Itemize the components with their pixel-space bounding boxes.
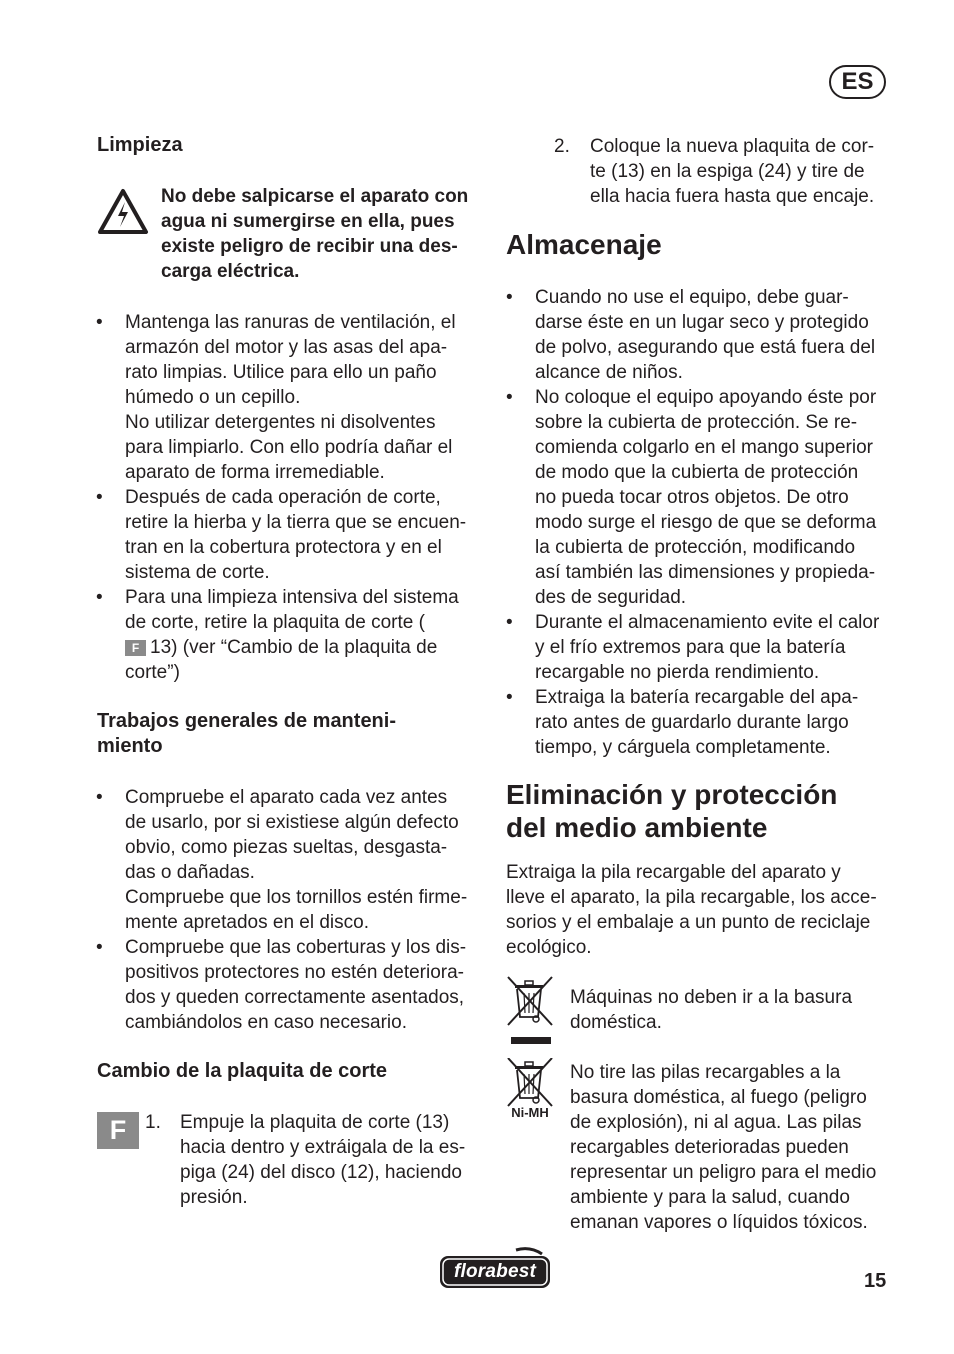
text-line: tiempo, y cárguela completamente. bbox=[535, 737, 831, 758]
text-line: ecológico. bbox=[506, 937, 592, 958]
text-line: Coloque la nueva plaquita de cor- bbox=[590, 136, 875, 157]
step-2-text bbox=[590, 134, 900, 209]
text-line: Compruebe que los tornillos estén firme- bbox=[125, 887, 468, 908]
limpieza-bullet-3 bbox=[125, 585, 495, 685]
warning-line: agua ni sumergirse en ella, pues bbox=[161, 211, 455, 232]
text-line: sorios y el embalaje a un punto de reciclaje bbox=[506, 912, 871, 933]
text-line: Para una limpieza intensiva del sistema bbox=[125, 587, 459, 608]
text-line: presión. bbox=[180, 1187, 248, 1208]
text-line-with-figure-ref bbox=[125, 635, 495, 660]
text-line: Extraiga la pila recargable del aparato y bbox=[506, 862, 841, 883]
text-line: piga (24) del disco (12), haciendo bbox=[180, 1162, 463, 1183]
battery-text bbox=[570, 1060, 910, 1235]
text-line: obvio, como piezas sueltas, desgasta- bbox=[125, 837, 448, 858]
heading-line: del medio ambiente bbox=[506, 812, 768, 843]
text-line: Extraiga la batería recargable del apa- bbox=[535, 687, 859, 708]
text-line: sistema de corte. bbox=[125, 562, 270, 583]
page-number: 15 bbox=[864, 1270, 887, 1292]
logo-text: florabest bbox=[453, 1261, 537, 1282]
text-line: así también las dimensiones y propieda- bbox=[535, 562, 876, 583]
text-line: 13) (ver “Cambio de la plaquita de bbox=[150, 637, 438, 658]
limpieza-heading: Limpieza bbox=[97, 134, 183, 156]
text-line: recargable no pierda rendimiento. bbox=[535, 662, 820, 683]
text-line: aparato de forma irremediable. bbox=[125, 462, 385, 483]
text-line: Mantenga las ranuras de ventilación, el bbox=[125, 312, 456, 333]
text-line: cambiándolos en caso necesario. bbox=[125, 1012, 408, 1033]
text-line: armazón del motor y las asas del apa- bbox=[125, 337, 448, 358]
text-line: y el frío extremos para que la batería bbox=[535, 637, 846, 658]
limpieza-bullet-1 bbox=[125, 310, 495, 485]
nimh-label: Ni-MH bbox=[511, 1105, 549, 1120]
text-line: representar un peligro para el medio bbox=[570, 1162, 877, 1183]
bullet-marker: • bbox=[96, 487, 103, 508]
text-line: modo surge el riesgo de que se deforma bbox=[535, 512, 877, 533]
text-line: No coloque el equipo apoyando éste por bbox=[535, 387, 877, 408]
text-line: rato limpias. Utilice para ello un paño bbox=[125, 362, 437, 383]
bullet-marker: • bbox=[506, 687, 513, 708]
almacenaje-heading: Almacenaje bbox=[506, 229, 662, 260]
figure-f-icon: F bbox=[97, 1112, 139, 1149]
bullet-marker: • bbox=[96, 787, 103, 808]
text-line: lleve el aparato, la pila recargable, los acce- bbox=[506, 887, 877, 908]
text-line: alcance de niños. bbox=[535, 362, 683, 383]
text-line: te (13) en la espiga (24) y tire de bbox=[590, 161, 865, 182]
text-line: rato antes de guardarlo durante largo bbox=[535, 712, 849, 733]
bullet-marker: • bbox=[96, 937, 103, 958]
mantenimiento-heading bbox=[97, 709, 497, 759]
electric-shock-warning-icon bbox=[97, 188, 149, 236]
text-line: de usarlo, por si existiese algún defecto bbox=[125, 812, 459, 833]
cambio-heading: Cambio de la plaquita de corte bbox=[97, 1060, 388, 1082]
text-line: comienda colgarlo en el mango superior bbox=[535, 437, 873, 458]
text-line: des de seguridad. bbox=[535, 587, 687, 608]
heading-line: miento bbox=[97, 735, 163, 757]
text-line: para limpiarlo. Con ello podría dañar el bbox=[125, 437, 453, 458]
text-line: emanan vapores o líquidos tóxicos. bbox=[570, 1212, 868, 1233]
text-line: hacia dentro y extráigala de la es- bbox=[180, 1137, 466, 1158]
text-line: das o dañadas. bbox=[125, 862, 255, 883]
text-line: ella hacia fuera hasta que encaje. bbox=[590, 186, 875, 207]
text-line: dos y queden correctamente asentados, bbox=[125, 987, 465, 1008]
text-line: recargables deterioradas pueden bbox=[570, 1137, 849, 1158]
text-line: Durante el almacenamiento evite el calor bbox=[535, 612, 880, 633]
text-line: positivos protectores no estén deteriora- bbox=[125, 962, 465, 983]
text-line: no pueda tocar otros objetos. De otro bbox=[535, 487, 849, 508]
mantenimiento-bullet-1 bbox=[125, 785, 495, 935]
warning-line: carga eléctrica. bbox=[161, 261, 300, 282]
figure-f-icon: F bbox=[125, 640, 146, 656]
mantenimiento-bullet-2 bbox=[125, 935, 495, 1035]
text-line: Después de cada operación de corte, bbox=[125, 487, 441, 508]
text-line: de explosión), ni al agua. Las pilas bbox=[570, 1112, 862, 1133]
limpieza-bullet-2 bbox=[125, 485, 495, 585]
step-1-text bbox=[180, 1110, 500, 1210]
text-line: doméstica. bbox=[570, 1012, 662, 1033]
text-line: basura doméstica, al fuego (peligro bbox=[570, 1087, 867, 1108]
step-number: 2. bbox=[554, 136, 570, 157]
heading-line: Trabajos generales de manteni- bbox=[97, 710, 396, 732]
text-line: No utilizar detergentes ni disolventes bbox=[125, 412, 436, 433]
text-line: de corte, retire la plaquita de corte ( bbox=[125, 612, 425, 633]
text-line: tran en la cobertura protectora y en el bbox=[125, 537, 442, 558]
almacenaje-bullet-1 bbox=[535, 285, 905, 385]
text-line: retire la hierba y la tierra que se encuen- bbox=[125, 512, 467, 533]
text-line: corte”) bbox=[125, 662, 180, 683]
eliminacion-intro bbox=[506, 860, 906, 960]
text-line: Máquinas no deben ir a la basura bbox=[570, 987, 853, 1008]
text-line: de polvo, asegurando que está fuera del bbox=[535, 337, 876, 358]
almacenaje-bullet-2 bbox=[535, 385, 905, 610]
text-line: húmedo o un cepillo. bbox=[125, 387, 301, 408]
text-line: ambiente y para la salud, cuando bbox=[570, 1187, 850, 1208]
text-line: la cubierta de protección, modificando bbox=[535, 537, 856, 558]
crossed-out-wheelie-bin-icon bbox=[505, 975, 555, 1047]
bullet-marker: • bbox=[96, 312, 103, 333]
weee-text bbox=[570, 985, 910, 1035]
text-line: mente apretados en el disco. bbox=[125, 912, 369, 933]
heading-line: Eliminación y protección bbox=[506, 779, 838, 810]
text-line: No tire las pilas recargables a la bbox=[570, 1062, 841, 1083]
text-line: sobre la cubierta de protección. Se re- bbox=[535, 412, 858, 433]
text-line: Empuje la plaquita de corte (13) bbox=[180, 1112, 450, 1133]
almacenaje-bullet-3 bbox=[535, 610, 905, 685]
text-line: Compruebe el aparato cada vez antes bbox=[125, 787, 448, 808]
step-number: 1. bbox=[145, 1112, 161, 1133]
text-line: darse éste en un lugar seco y protegido bbox=[535, 312, 869, 333]
text-line: de modo que la cubierta de protección bbox=[535, 462, 859, 483]
text-line: Cuando no use el equipo, debe guar- bbox=[535, 287, 849, 308]
warning-line: No debe salpicarse el aparato con bbox=[161, 186, 469, 207]
warning-line: existe peligro de recibir una des- bbox=[161, 236, 458, 257]
language-badge: ES bbox=[829, 65, 886, 99]
bullet-marker: • bbox=[506, 612, 513, 633]
florabest-logo bbox=[438, 1246, 552, 1290]
bullet-marker: • bbox=[506, 387, 513, 408]
bullet-marker: • bbox=[96, 587, 103, 608]
text-line: Compruebe que las coberturas y los dis- bbox=[125, 937, 467, 958]
almacenaje-bullet-4 bbox=[535, 685, 905, 760]
eliminacion-heading bbox=[506, 778, 926, 844]
bullet-marker: • bbox=[506, 287, 513, 308]
warning-text bbox=[161, 184, 491, 284]
